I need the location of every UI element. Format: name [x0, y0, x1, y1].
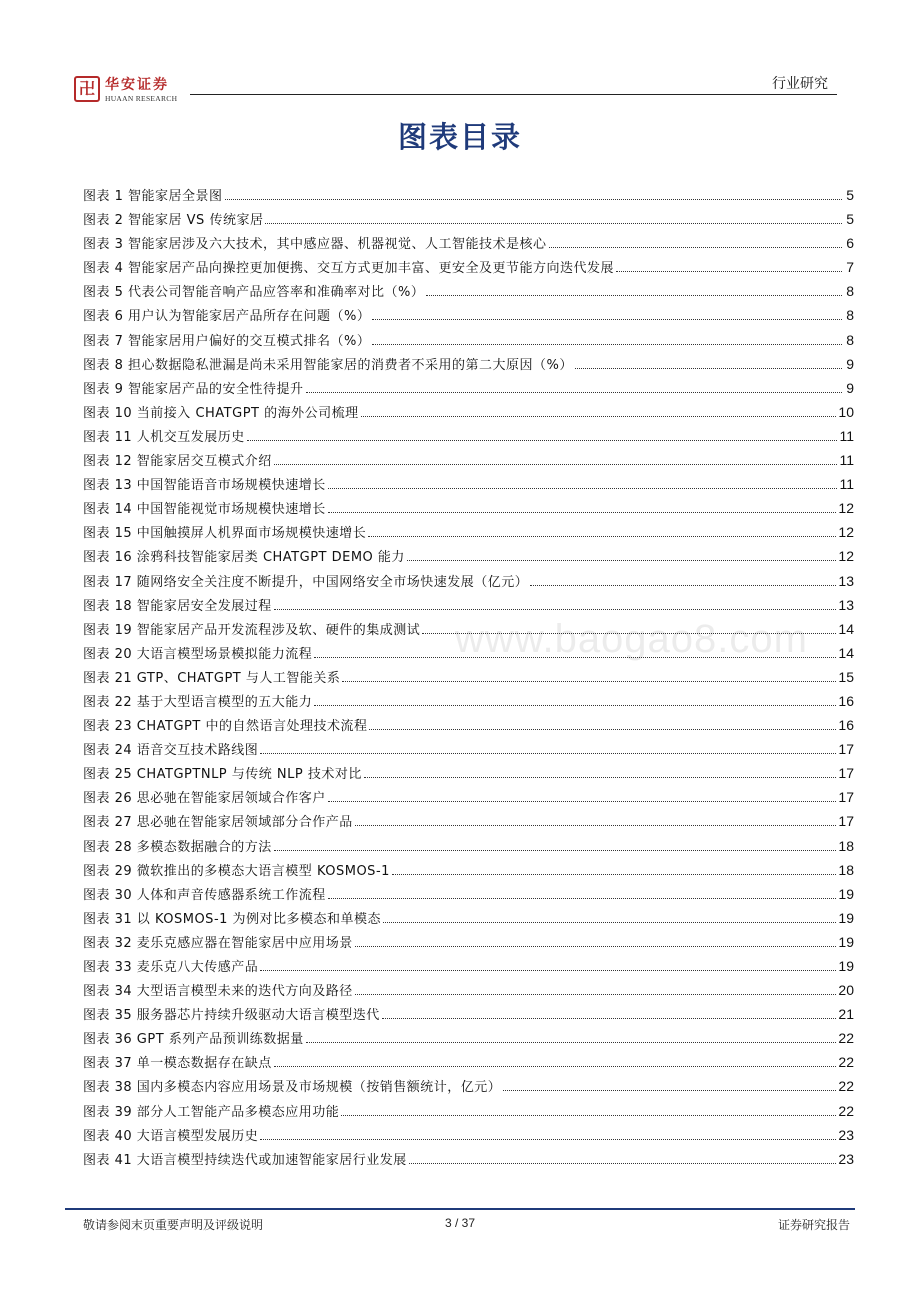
- toc-entry[interactable]: [83, 571, 854, 595]
- toc-dot-leader: [392, 874, 837, 875]
- toc-entry-label[interactable]: 图表 14 中国智能视觉市场规模快速增长: [83, 502, 326, 518]
- toc-dot-leader: [260, 970, 836, 971]
- toc-entry[interactable]: [83, 233, 854, 257]
- toc-entry-page[interactable]: 20: [838, 982, 854, 999]
- toc-entry-page[interactable]: 12: [838, 548, 854, 565]
- toc-dot-leader: [575, 368, 842, 369]
- toc-entry-label[interactable]: 图表 5 代表公司智能音响产品应答率和准确率对比（%）: [83, 285, 425, 301]
- toc-entry-label[interactable]: 图表 11 人机交互发展历史: [83, 429, 245, 445]
- toc-entry-label[interactable]: 图表 37 单一模态数据存在缺点: [83, 1056, 272, 1072]
- toc-entry[interactable]: [83, 932, 854, 956]
- toc-entry-page[interactable]: 11: [839, 427, 854, 444]
- toc-entry-label[interactable]: 图表 34 大型语言模型未来的迭代方向及路径: [83, 984, 353, 1000]
- toc-entry[interactable]: [83, 1101, 854, 1125]
- toc-entry-page[interactable]: 22: [838, 1054, 854, 1071]
- toc-entry-page[interactable]: 22: [838, 1078, 854, 1095]
- toc-entry-label[interactable]: 图表 31 以 KOSMOS-1 为例对比多模态和单模态: [83, 911, 382, 927]
- toc-dot-leader: [274, 850, 837, 851]
- toc-entry[interactable]: [83, 667, 854, 691]
- toc-entry-label[interactable]: 图表 6 用户认为智能家居产品所存在问题（%）: [83, 309, 371, 325]
- toc-dot-leader: [364, 777, 837, 778]
- toc-entry-page[interactable]: 12: [838, 524, 854, 541]
- toc-entry-page[interactable]: 19: [838, 885, 854, 902]
- toc-entry-label[interactable]: 图表 41 大语言模型持续迭代或加速智能家居行业发展: [83, 1152, 407, 1168]
- toc-entry-page[interactable]: 8: [846, 331, 854, 348]
- toc-entry[interactable]: [83, 595, 854, 619]
- toc-entry-page[interactable]: 18: [838, 837, 854, 854]
- toc-entry-label[interactable]: 图表 22 基于大型语言模型的五大能力: [83, 694, 313, 710]
- toc-dot-leader: [369, 729, 836, 730]
- toc-entry-page[interactable]: 10: [838, 403, 854, 420]
- toc-dot-leader: [328, 801, 837, 802]
- toc-entry-label[interactable]: 图表 17 随网络安全关注度不断提升，中国网络安全市场快速发展（亿元）: [83, 574, 529, 590]
- toc-entry-label[interactable]: 图表 38 国内多模态内容应用场景及市场规模（按销售额统计，亿元）: [83, 1080, 502, 1096]
- toc-entry-page[interactable]: 17: [838, 765, 854, 782]
- toc-entry[interactable]: [83, 426, 854, 450]
- toc-entry-label[interactable]: 图表 28 多模态数据融合的方法: [83, 839, 272, 855]
- toc-entry-page[interactable]: 17: [838, 813, 854, 830]
- toc-entry-label[interactable]: 图表 15 中国触摸屏人机界面市场规模快速增长: [83, 526, 367, 542]
- toc-entry[interactable]: [83, 354, 854, 378]
- toc-entry-label[interactable]: 图表 16 涂鸦科技智能家居类 CHATGPT DEMO 能力: [83, 550, 405, 566]
- toc-dot-leader: [306, 1042, 837, 1043]
- toc-dot-leader: [260, 753, 836, 754]
- toc-entry-page[interactable]: 9: [846, 355, 854, 372]
- toc-entry-label[interactable]: 图表 8 担心数据隐私泄漏是尚未采用智能家居的消费者不采用的第二大原因（%）: [83, 357, 573, 373]
- toc-dot-leader: [355, 994, 837, 995]
- toc-dot-leader: [265, 223, 842, 224]
- toc-dot-leader: [361, 416, 837, 417]
- toc-entry-label[interactable]: 图表 12 智能家居交互模式介绍: [83, 454, 272, 470]
- toc-entry-page[interactable]: 9: [846, 379, 854, 396]
- toc-dot-leader: [382, 1018, 837, 1019]
- toc-entry-label[interactable]: 图表 19 智能家居产品开发流程涉及软、硬件的集成测试: [83, 622, 421, 638]
- toc-entry-label[interactable]: 图表 33 麦乐克八大传感产品: [83, 960, 259, 975]
- toc-entry-label[interactable]: 图表 2 智能家居 VS 传统家居: [83, 213, 264, 229]
- toc-dot-leader: [372, 319, 842, 320]
- toc-dot-leader: [372, 344, 842, 345]
- toc-entry-label[interactable]: 图表 3 智能家居涉及六大技术，其中感应器、机器视觉、人工智能技术是核心: [83, 237, 547, 253]
- toc-entry-page[interactable]: 22: [838, 1102, 854, 1119]
- toc-entry-page[interactable]: 14: [838, 644, 854, 661]
- toc-entry-label[interactable]: 图表 13 中国智能语音市场规模快速增长: [83, 478, 326, 494]
- toc-entry-page[interactable]: 8: [846, 307, 854, 324]
- watermark: www.baogao8.com: [455, 617, 808, 661]
- toc-dot-leader: [383, 922, 836, 923]
- toc-entry-page[interactable]: 6: [846, 235, 854, 252]
- toc-entry-label[interactable]: 图表 29 微软推出的多模态大语言模型 KOSMOS-1: [83, 863, 390, 879]
- toc-entry-page[interactable]: 13: [838, 572, 854, 589]
- toc-entry-label[interactable]: 图表 23 CHATGPT 中的自然语言处理技术流程: [83, 719, 368, 735]
- page-number: 3 / 37: [444, 1216, 476, 1230]
- toc-entry[interactable]: [83, 257, 854, 281]
- toc-entry[interactable]: [83, 474, 854, 498]
- toc-entry-label[interactable]: 图表 40 大语言模型发展历史: [83, 1128, 259, 1144]
- toc-dot-leader: [328, 512, 837, 513]
- toc-entry[interactable]: [83, 956, 854, 980]
- toc-entry[interactable]: [83, 1052, 854, 1076]
- footer-divider: [65, 1208, 855, 1210]
- toc-dot-leader: [530, 585, 836, 586]
- toc-entry-page[interactable]: 7: [846, 259, 854, 276]
- toc-entry[interactable]: [83, 450, 854, 474]
- toc-entry[interactable]: [83, 884, 854, 908]
- toc-entry-page[interactable]: 16: [838, 717, 854, 734]
- toc-entry-page[interactable]: 16: [838, 692, 854, 709]
- toc-entry[interactable]: [83, 1028, 854, 1052]
- toc-entry-page[interactable]: 19: [838, 909, 854, 926]
- toc-dot-leader: [422, 633, 836, 634]
- toc-entry-label[interactable]: 图表 25 CHATGPTNLP 与传统 NLP 技术对比: [83, 767, 362, 783]
- toc-dot-leader: [328, 488, 838, 489]
- toc-entry-page[interactable]: 17: [838, 741, 854, 758]
- toc-entry-page[interactable]: 11: [839, 452, 854, 469]
- toc-entry-label[interactable]: 图表 26 思必驰在智能家居领域合作客户: [83, 791, 326, 807]
- toc-entry[interactable]: [83, 305, 854, 329]
- toc-dot-leader: [328, 898, 837, 899]
- toc-dot-leader: [355, 825, 837, 826]
- header-divider: [190, 94, 837, 95]
- toc-entry[interactable]: [83, 1125, 854, 1149]
- toc-entry[interactable]: [83, 185, 854, 209]
- toc-entry[interactable]: [83, 836, 854, 860]
- toc-entry-page[interactable]: 23: [838, 1150, 854, 1167]
- report-type: 证券研究报告: [777, 1218, 850, 1232]
- toc-entry-label[interactable]: 图表 32 麦乐克感应器在智能家居中应用场景: [83, 935, 353, 951]
- toc-entry-page[interactable]: 8: [846, 283, 854, 300]
- toc-entry[interactable]: [83, 498, 854, 522]
- toc-dot-leader: [407, 560, 837, 561]
- toc-entry-label[interactable]: 图表 36 GPT 系列产品预训练数据量: [83, 1032, 304, 1048]
- toc-entry-page[interactable]: 19: [838, 933, 854, 950]
- disclaimer-note: 敬请参阅末页重要声明及评级说明: [83, 1218, 264, 1232]
- logo-chinese-name: 华安证券: [105, 77, 169, 93]
- toc-entry[interactable]: [83, 739, 854, 763]
- table-of-figures: [83, 185, 854, 1173]
- toc-entry-page[interactable]: 12: [838, 500, 854, 517]
- toc-dot-leader: [247, 440, 838, 441]
- toc-dot-leader: [426, 295, 842, 296]
- toc-entry-page[interactable]: 19: [838, 958, 854, 974]
- toc-entry[interactable]: [83, 378, 854, 402]
- toc-dot-leader: [274, 464, 838, 465]
- toc-entry[interactable]: [83, 281, 854, 305]
- toc-entry-label[interactable]: 图表 24 语音交互技术路线图: [83, 743, 259, 759]
- toc-entry-label[interactable]: 图表 10 当前接入 CHATGPT 的海外公司梳理: [83, 405, 359, 421]
- toc-entry[interactable]: [83, 787, 854, 811]
- toc-entry-label[interactable]: 图表 39 部分人工智能产品多模态应用功能: [83, 1104, 340, 1120]
- toc-dot-leader: [503, 1090, 836, 1091]
- toc-entry[interactable]: [83, 546, 854, 570]
- toc-entry-page[interactable]: 5: [846, 211, 854, 228]
- toc-dot-leader: [409, 1163, 837, 1164]
- toc-entry-label[interactable]: 图表 21 GTP、CHATGPT 与人工智能关系: [83, 670, 341, 686]
- toc-entry[interactable]: [83, 811, 854, 835]
- toc-entry[interactable]: [83, 402, 854, 426]
- toc-entry[interactable]: [83, 860, 854, 884]
- toc-dot-leader: [549, 247, 842, 248]
- toc-entry-label[interactable]: 图表 1 智能家居全景图: [83, 189, 223, 204]
- toc-entry-label[interactable]: 图表 27 思必驰在智能家居领域部分合作产品: [83, 815, 353, 831]
- toc-dot-leader: [274, 1066, 837, 1067]
- toc-entry-page[interactable]: 13: [838, 596, 854, 613]
- toc-entry-page[interactable]: 18: [838, 861, 854, 878]
- toc-dot-leader: [260, 1139, 836, 1140]
- toc-dot-leader: [342, 681, 836, 682]
- toc-entry-page[interactable]: 15: [838, 668, 854, 685]
- toc-dot-leader: [616, 271, 842, 272]
- toc-entry-page[interactable]: 11: [839, 476, 854, 493]
- toc-entry-page[interactable]: 14: [838, 620, 854, 637]
- toc-entry-page[interactable]: 21: [838, 1006, 854, 1023]
- toc-entry[interactable]: [83, 522, 854, 546]
- toc-entry[interactable]: [83, 209, 854, 233]
- toc-dot-leader: [225, 199, 842, 200]
- toc-entry[interactable]: [83, 1076, 854, 1100]
- seal-icon: 卍: [74, 76, 100, 102]
- toc-entry-label[interactable]: 图表 7 智能家居用户偏好的交互模式排名（%）: [83, 333, 371, 349]
- toc-entry-page[interactable]: 5: [846, 187, 854, 203]
- toc-entry[interactable]: [83, 763, 854, 787]
- toc-entry[interactable]: [83, 1004, 854, 1028]
- toc-dot-leader: [314, 657, 836, 658]
- toc-entry[interactable]: [83, 1149, 854, 1173]
- toc-dot-leader: [306, 392, 842, 393]
- company-logo: [74, 76, 186, 114]
- toc-entry-label[interactable]: 图表 4 智能家居产品向操控更加便携、交互方式更加丰富、更安全及更节能方向迭代发展: [83, 261, 615, 277]
- page-title: 图表目录: [397, 120, 522, 154]
- toc-dot-leader: [314, 705, 836, 706]
- toc-entry[interactable]: [83, 908, 854, 932]
- toc-dot-leader: [368, 536, 836, 537]
- toc-entry-label[interactable]: 图表 30 人体和声音传感器系统工作流程: [83, 887, 326, 903]
- toc-entry-label[interactable]: 图表 18 智能家居安全发展过程: [83, 598, 272, 614]
- toc-dot-leader: [341, 1115, 836, 1116]
- toc-entry[interactable]: [83, 715, 854, 739]
- report-category: 行业研究: [772, 76, 828, 92]
- toc-entry-label[interactable]: 图表 20 大语言模型场景模拟能力流程: [83, 646, 313, 662]
- toc-entry[interactable]: [83, 619, 854, 643]
- toc-dot-leader: [274, 609, 837, 610]
- toc-dot-leader: [355, 946, 837, 947]
- toc-entry-label[interactable]: 图表 35 服务器芯片持续升级驱动大语言模型迭代: [83, 1008, 380, 1024]
- logo-english-name: HUAAN RESEARCH: [105, 94, 178, 103]
- toc-entry[interactable]: [83, 691, 854, 715]
- toc-entry-label[interactable]: 图表 9 智能家居产品的安全性待提升: [83, 381, 304, 397]
- toc-entry-page[interactable]: 17: [838, 789, 854, 806]
- toc-entry[interactable]: [83, 643, 854, 667]
- toc-entry[interactable]: [83, 980, 854, 1004]
- toc-entry-page[interactable]: 22: [838, 1030, 854, 1047]
- toc-entry-page[interactable]: 23: [838, 1126, 854, 1143]
- toc-entry[interactable]: [83, 330, 854, 354]
